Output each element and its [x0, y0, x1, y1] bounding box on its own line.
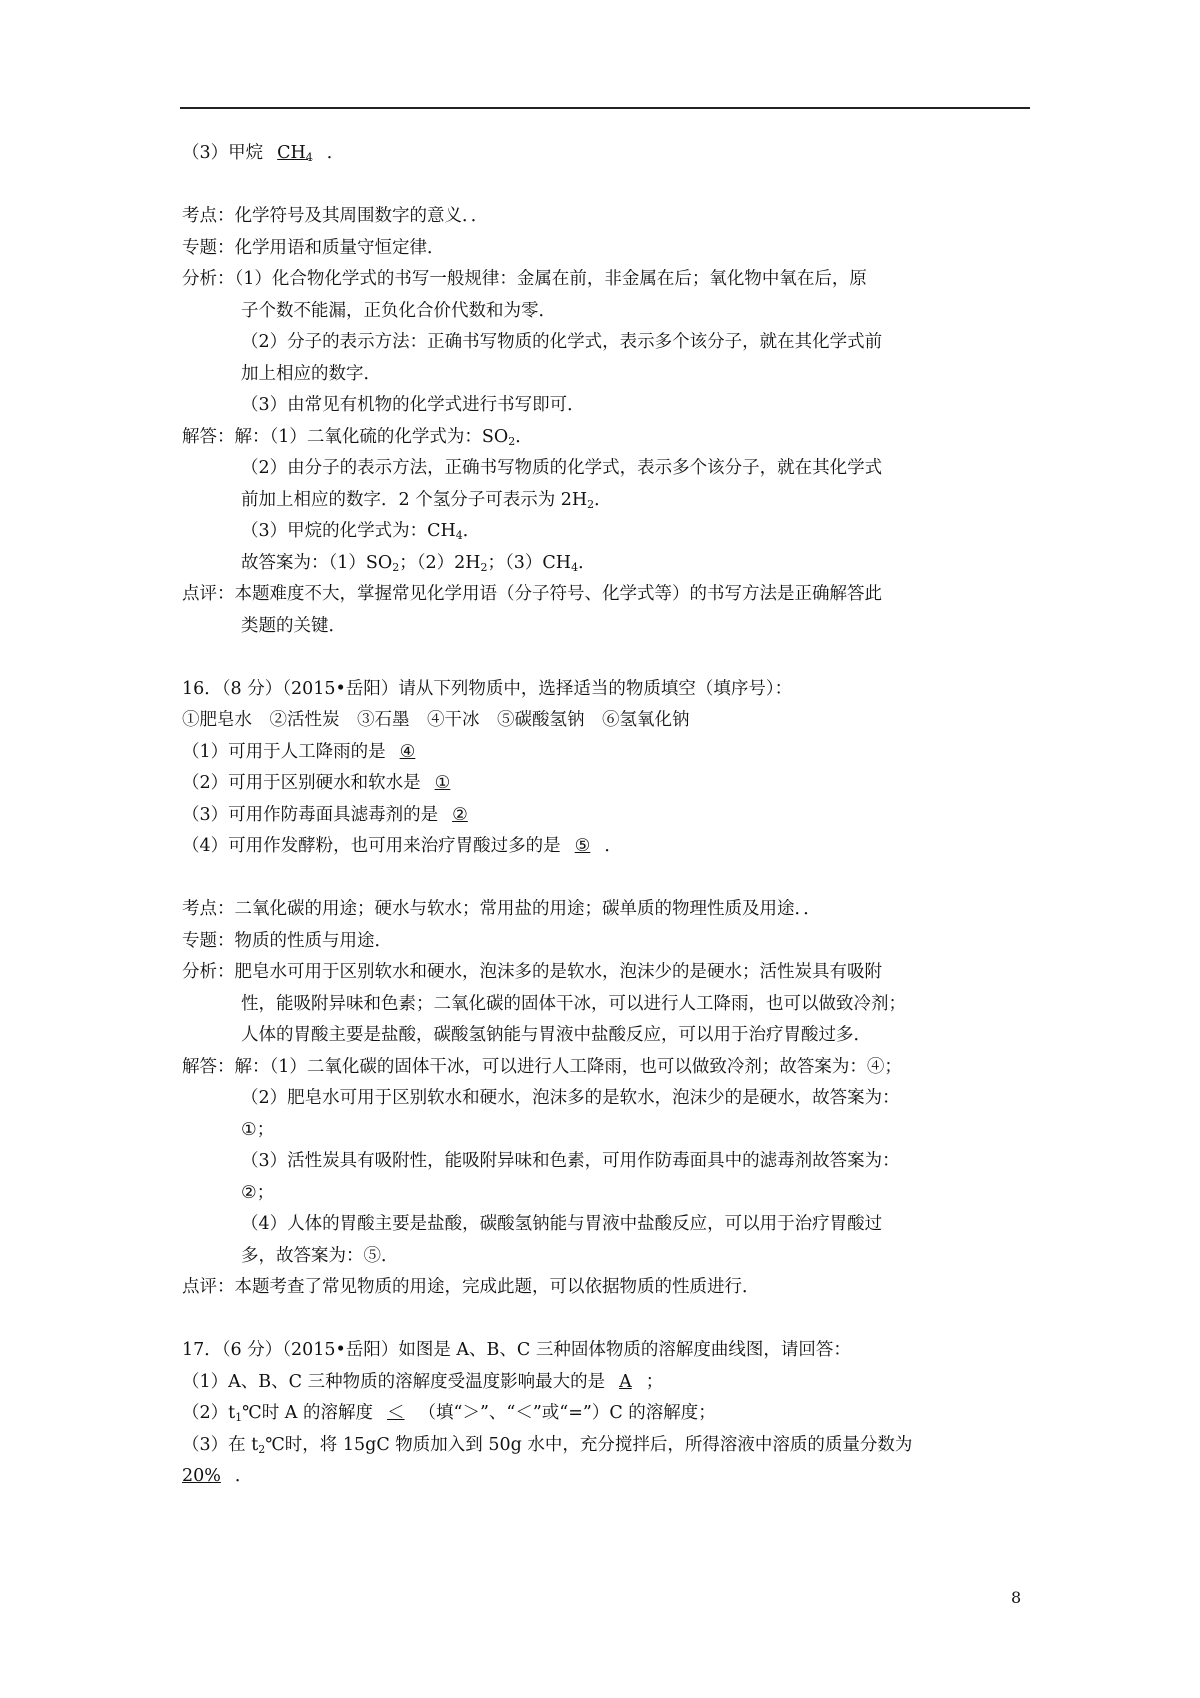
- subscript: 2: [392, 560, 400, 574]
- q17-item1: [182, 1367, 1042, 1399]
- subscript: 2: [258, 1442, 266, 1456]
- subscript: 2: [587, 497, 595, 511]
- q16-jieda-line: （4）人体的胃酸主要是盐酸，碳酸氢钠能与胃液中盐酸反应，可以用于治疗胃酸过: [241, 1214, 883, 1234]
- q15-jieda-line: （2）由分子的表示方法，正确书写物质的化学式，表示多个该分子，就在其化学式: [241, 458, 883, 478]
- q15-item3: [182, 138, 1042, 170]
- q16-options: ①肥皂水 ②活性炭 ③石墨 ④干冰 ⑤碳酸氢钠 ⑥氢氧化钠: [182, 710, 690, 730]
- spacer: [182, 170, 1042, 202]
- subscript: 1: [235, 1411, 243, 1424]
- subscript: 4: [455, 529, 463, 542]
- q15-item3-suffix: ．: [326, 143, 345, 163]
- q16-item-prefix: （3）可用作防毒面具滤毒剂的是: [182, 804, 439, 825]
- q16-fenxi-line: 分析：肥皂水可用于区别软水和硬水，泡沫多的是软水，泡沫少的是硬水；活性炭具有吸附: [182, 962, 882, 982]
- jieda-text: ．: [515, 426, 533, 447]
- q15-fenxi-line: 加上相应的数字．: [241, 363, 381, 384]
- answer-subscript: 4: [305, 151, 313, 164]
- subscript: 4: [571, 560, 579, 574]
- q16-item: [182, 768, 1042, 800]
- q16-stem: 16．（8 分）（2015•岳阳）请从下列物质中，选择适当的物质填空（填序号）：: [182, 678, 793, 699]
- q16-item-answer: ④: [399, 741, 416, 762]
- q16-fenxi-line: 人体的胃酸主要是盐酸，碳酸氢钠能与胃液中盐酸反应，可以用于治疗胃酸过多．: [241, 1025, 871, 1045]
- q17-item-suffix: （填“＞”、“＜”或“=”）C 的溶解度；: [418, 1403, 716, 1423]
- q16-item-prefix: （2）可用于区别硬水和软水是: [182, 773, 421, 793]
- q15-item3-answer: [263, 143, 327, 163]
- jieda-text: ；（3）CH: [487, 552, 572, 573]
- page-number: 8: [1011, 1588, 1022, 1607]
- q17-item-suffix: ．: [234, 1466, 253, 1486]
- q15-fenxi-line: （3）由常见有机物的化学式进行书写即可．: [241, 395, 585, 415]
- q16-dianping: 点评：本题考查了常见物质的用途，完成此题，可以依据物质的性质进行．: [182, 1277, 760, 1297]
- jieda-text: 解答：解：（1）二氧化硫的化学式为：SO: [182, 426, 509, 447]
- jieda-text: 前加上相应的数字．2 个氢分子可表示为 2H: [241, 489, 588, 510]
- q15-zhuanti: 专题：化学用语和质量守恒定律．: [182, 237, 445, 258]
- q16-item-answer: ①: [434, 773, 451, 793]
- q16-zhuanti: 专题：物质的性质与用途．: [182, 930, 392, 951]
- q16-jieda-line: ②；: [241, 1182, 275, 1203]
- q17-item-text: ℃时，将 15gC 物质加入到 50g 水中，充分搅拌后，所得溶液中溶质的质量分数为: [265, 1434, 913, 1455]
- spacer: [182, 863, 1042, 895]
- q17-item-prefix: （2）t: [182, 1403, 236, 1423]
- q17-stem: 17．（6 分）（2015•岳阳）如图是 A、B、C 三种固体物质的溶解度曲线图，请回答：: [182, 1340, 851, 1360]
- q16-jieda-line: 解答：解：（1）二氧化碳的固体干冰，可以进行人工降雨，也可以做致冷剂；故答案为：④；: [182, 1056, 902, 1077]
- q17-item-answer: ＜: [387, 1403, 405, 1423]
- header-rule: [180, 107, 1030, 109]
- q16-item-answer: ⑤: [574, 836, 591, 856]
- q15-kaodian: 考点：化学符号及其周围数字的意义．．: [182, 206, 489, 226]
- q17-item3: [182, 1430, 1042, 1462]
- q16-fenxi-line: 性，能吸附异味和色素；二氧化碳的固体干冰，可以进行人工降雨，也可以做致冷剂；: [241, 993, 906, 1014]
- q16-item-suffix: ．: [604, 836, 622, 856]
- jieda-text: ．: [594, 489, 612, 510]
- answer-text: CH: [277, 143, 306, 163]
- q15-fenxi-line: 子个数不能漏，正负化合价代数和为零．: [241, 300, 556, 321]
- subscript: 2: [508, 434, 516, 448]
- q17-item-answer: A: [619, 1371, 632, 1392]
- jieda-text: ；（2）2H: [399, 552, 481, 573]
- q16-item-answer: ②: [452, 804, 468, 825]
- jieda-text: （3）甲烷的化学式为：CH: [241, 521, 456, 541]
- q16-jieda-line: 多，故答案为：⑤．: [241, 1245, 399, 1266]
- jieda-text: ．: [578, 552, 596, 573]
- q15-fenxi-line: 分析：（1）化合物化学式的书写一般规律：金属在前，非金属在后；氧化物中氧在后，原: [182, 269, 867, 289]
- q15-item3-prefix: （3）甲烷: [182, 143, 264, 163]
- page-content: [182, 138, 1042, 1493]
- q16-jieda-line: ①；: [241, 1119, 275, 1140]
- subscript: 2: [480, 560, 488, 574]
- q15-jieda-line: [182, 422, 1042, 454]
- jieda-text: 故答案为：（1）SO: [241, 552, 393, 573]
- q17-item-suffix: ；: [645, 1371, 664, 1392]
- q15-jieda-line: [182, 485, 1042, 517]
- q17-item-prefix: （1）A、B、C 三种物质的溶解度受温度影响最大的是: [182, 1371, 606, 1392]
- q17-item3-answer-line: [182, 1461, 1042, 1493]
- q16-jieda-line: （3）活性炭具有吸附性，能吸附异味和色素，可用作防毒面具中的滤毒剂故答案为：: [241, 1151, 900, 1171]
- q15-dianping-line: 类题的关键．: [241, 615, 346, 636]
- q16-kaodian: 考点：二氧化碳的用途；硬水与软水；常用盐的用途；碳单质的物理性质及用途．．: [182, 899, 821, 919]
- q17-item2: [182, 1398, 1042, 1430]
- q17-item-prefix: （3）在 t: [182, 1434, 259, 1455]
- q16-item: [182, 737, 1042, 769]
- spacer: [182, 1304, 1042, 1336]
- q15-fenxi-line: （2）分子的表示方法：正确书写物质的化学式，表示多个该分子，就在其化学式前: [241, 332, 883, 352]
- q17-item-text: ℃时 A 的溶解度: [242, 1403, 374, 1423]
- q17-item-answer: 20%: [182, 1466, 221, 1486]
- q16-item-prefix: （1）可用于人工降雨的是: [182, 741, 386, 762]
- q16-item-prefix: （4）可用作发酵粉，也可用来治疗胃酸过多的是: [182, 836, 561, 856]
- jieda-text: ．: [462, 521, 481, 541]
- q16-item: [182, 831, 1042, 863]
- q16-jieda-line: （2）肥皂水可用于区别软水和硬水，泡沫多的是软水，泡沫少的是硬水，故答案为：: [241, 1088, 900, 1108]
- q15-jieda-summary: [182, 548, 1042, 580]
- spacer: [182, 642, 1042, 674]
- q15-dianping-line: 点评：本题难度不大，掌握常见化学用语（分子符号、化学式等）的书写方法是正确解答此: [182, 584, 882, 604]
- q16-item: [182, 800, 1042, 832]
- q15-jieda-line: [182, 516, 1042, 548]
